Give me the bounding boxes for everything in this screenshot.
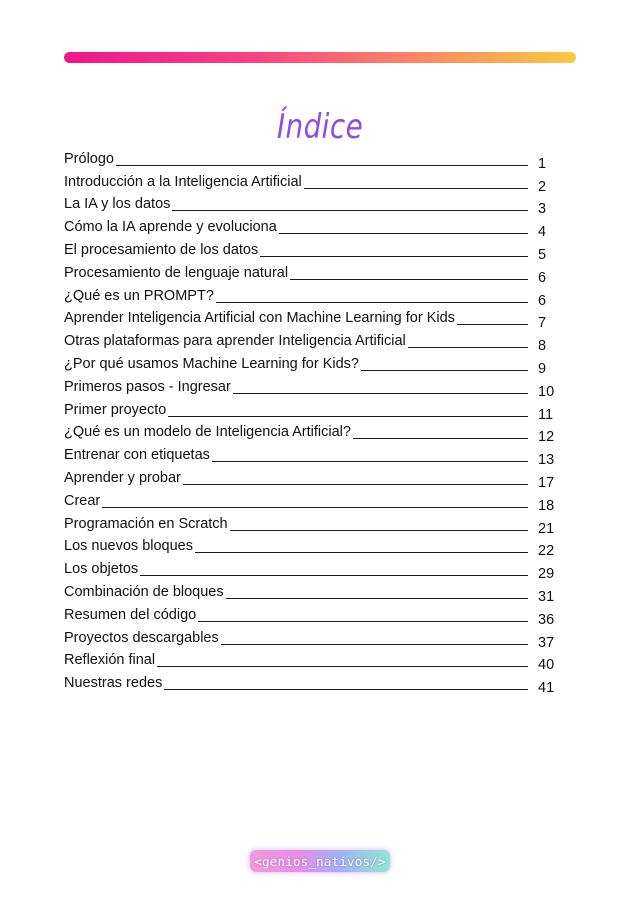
toc-entry[interactable] [64,192,560,218]
toc-entry[interactable] [64,169,560,195]
toc-entry-label: Aprender Inteligencia Artificial con Machine Learning for Kids [64,310,455,327]
toc-entry-page: 1 [538,155,547,172]
toc-entry-label: La IA y los datos [64,196,171,213]
toc-entry-leader [230,530,528,531]
toc-entry[interactable] [64,397,560,423]
toc-entry-label: Otras plataformas para aprender Inteligencia Artificial [64,333,406,350]
toc-entry-page: 2 [538,178,547,195]
toc-entry-leader [290,279,528,280]
toc-entry-label: Combinación de bloques [64,583,224,600]
toc-entry-page: 37 [538,634,555,651]
toc-entry-leader [172,210,528,211]
toc-entry-leader [102,507,528,508]
toc-entry-label: Resumen del código [64,606,197,623]
toc-entry-leader [304,188,528,189]
toc-entry-label: Primeros pasos - Ingresar [64,378,231,395]
brand-badge-text: <genios_nativos/> [254,853,386,869]
toc-entry[interactable] [64,625,560,651]
toc-entry-page: 17 [538,474,555,491]
toc-entry[interactable] [64,146,560,172]
toc-entry[interactable] [64,237,560,263]
toc-entry-page: 22 [538,543,555,560]
toc-entry-leader [116,165,528,166]
toc-entry-page: 29 [538,566,555,583]
toc-entry-label: Entrenar con etiquetas [64,447,210,464]
toc-entry-leader [260,256,528,257]
toc-entry[interactable] [64,442,560,469]
toc-entry[interactable] [64,374,560,400]
toc-entry[interactable] [64,648,560,674]
toc-entry[interactable] [64,488,560,514]
toc-entry[interactable] [64,306,560,332]
toc-entry-label: Cómo la IA aprende y evoluciona [64,219,277,236]
toc-entry-page: 6 [538,292,547,309]
toc-entry-leader [353,438,528,439]
toc-entry-page: 8 [538,338,547,355]
toc-entry-page: 6 [538,269,547,286]
toc-entry-label: ¿Qué es un modelo de Inteligencia Artificial? [64,424,351,441]
toc-entry-page: 13 [538,452,555,469]
toc-entry-page: 36 [538,611,555,628]
toc-entry-label: Programación en Scratch [64,515,228,532]
toc-entry[interactable] [64,351,560,377]
toc-entry-label: Crear [64,492,101,509]
toc-entry-label: Prólogo [64,150,114,167]
page-title: Índice [276,106,364,147]
toc-entry[interactable] [64,579,560,605]
toc-entry-leader [226,598,528,599]
toc-entry[interactable] [64,670,560,697]
toc-entry-leader [233,393,528,394]
toc-entry-leader [221,644,528,645]
toc-entry-leader [183,484,528,485]
toc-entry-leader [195,552,528,553]
toc-entry-label: Aprender y probar [64,469,181,486]
toc-entry[interactable] [64,602,560,628]
toc-entry-page: 41 [538,680,555,697]
toc-entry-label: ¿Por qué usamos Machine Learning for Kids? [64,355,359,372]
toc-entry-leader [457,324,528,325]
toc-entry-leader [361,370,528,371]
toc-entry-page: 18 [538,497,555,514]
toc-entry-leader [168,416,528,417]
toc-entry-leader [212,461,528,462]
toc-entry[interactable] [64,283,560,309]
toc-entry-leader [164,689,528,690]
toc-entry[interactable] [64,214,560,241]
toc-entry[interactable] [64,511,560,537]
toc-entry[interactable] [64,534,560,560]
toc-entry-page: 21 [538,520,555,537]
toc-entry-page: 5 [538,246,547,263]
toc-entry-leader [157,666,528,667]
toc-entry-label: Los nuevos bloques [64,538,193,555]
toc-entry-page: 4 [538,224,547,241]
toc-entry-label: ¿Qué es un PROMPT? [64,287,214,304]
toc-entry-page: 3 [538,201,547,218]
toc-entry-label: Procesamiento de lenguaje natural [64,264,289,281]
toc-entry[interactable] [64,260,560,286]
toc-entry-leader [408,347,528,348]
toc-entry[interactable] [64,328,560,355]
toc-entry-page: 11 [538,406,554,423]
toc-entry-leader [198,621,528,622]
header-gradient-bar [64,52,576,63]
toc-entry[interactable] [64,556,560,583]
toc-entry-page: 9 [538,360,547,377]
table-of-contents [64,146,560,697]
toc-entry[interactable] [64,465,560,491]
toc-entry-page: 12 [538,429,555,446]
toc-entry-label: Proyectos descargables [64,629,219,646]
toc-entry-label: Primer proyecto [64,401,167,418]
toc-entry-page: 10 [538,383,555,400]
toc-entry-leader [216,302,528,303]
brand-badge [250,850,390,872]
toc-entry-label: Reflexión final [64,652,156,669]
toc-entry-label: El procesamiento de los datos [64,241,259,258]
toc-entry-label: Introducción a la Inteligencia Artificial [64,173,302,190]
toc-entry-label: Nuestras redes [64,675,163,692]
toc-entry-page: 31 [538,588,555,605]
toc-entry-page: 7 [538,315,547,332]
toc-entry-leader [140,575,528,576]
toc-entry-leader [279,233,528,234]
toc-entry-label: Los objetos [64,561,139,578]
toc-entry[interactable] [64,420,560,446]
toc-entry-page: 40 [538,657,555,674]
